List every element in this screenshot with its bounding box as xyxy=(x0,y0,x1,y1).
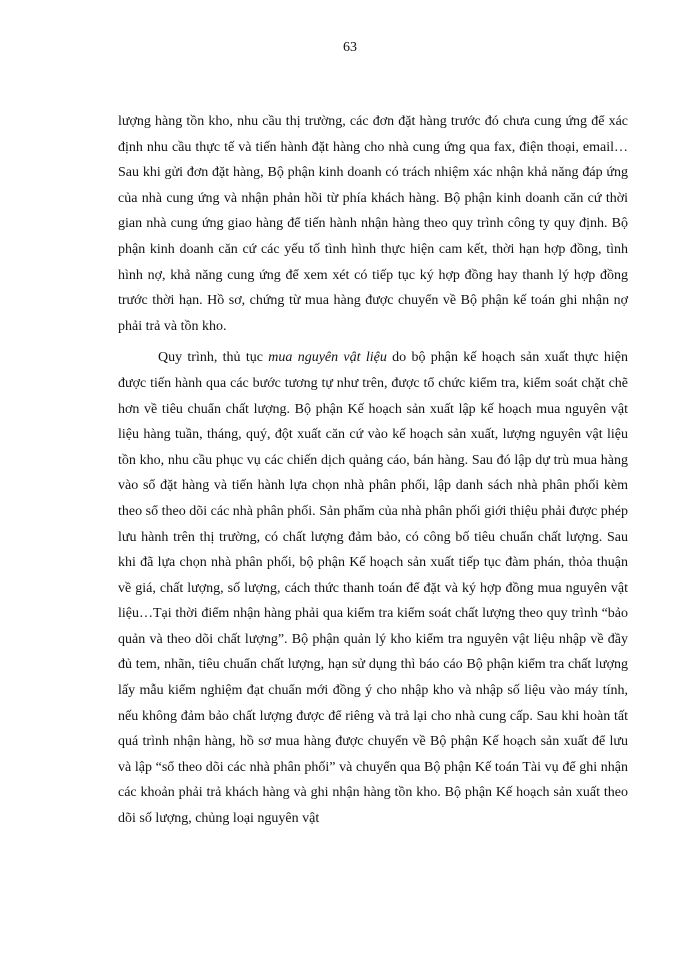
paragraph-lead: Quy trình, thủ tục xyxy=(158,350,269,366)
body-text xyxy=(118,109,628,832)
paragraph-body: do bộ phận kế hoạch sản xuất thực hiện được tiến hành qua các bước tương tự như trên, được tổ chức kiểm tra, kiểm soát chặt chẽ hơn về tiêu chuẩn chất lượng. Bộ phận Kế hoạch sản xuất lập kế hoạch mua nguyên vật liệu hàng tuần, tháng, quý, đột xuất căn cứ vào kế hoạch sản xuất, lượng nguyên vật liệu tồn kho, nhu cầu phục vụ các chiến dịch quảng cáo, bán hàng. Sau đó lập dự trù mua hàng vào sổ đặt hàng và tiến hành lựa chọn nhà phân phối, lập danh sách nhà phân phối kèm theo sổ theo dõi các nhà phân phối. Sản phẩm của nhà phân phối giới thiệu phải được phép lưu hành trên thị trường, có chất lượng đảm bảo, có công bố tiêu chuẩn chất lượng. Sau khi đã lựa chọn nhà phân phối, bộ phận Kế hoạch sản xuất tiếp tục đàm phán, thỏa thuận về giá, chất lượng, số lượng, cách thức thanh toán để đặt và ký hợp đồng mua nguyên vật liệu…Tại thời điểm nhận hàng phải qua kiểm tra kiểm soát chất lượng theo quy trình “bảo quản và theo dõi chất lượng”. Bộ phận quản lý kho kiểm tra nguyên vật liệu nhập về đầy đủ tem, nhãn, tiêu chuẩn chất lượng, hạn sử dụng thì báo cáo Bộ phận kiểm tra chất lượng lấy mẫu kiểm nghiệm đạt chuẩn mới đồng ý cho nhập kho và nhập số liệu vào máy tính, nếu không đảm bảo chất lượng được để riêng và trả lại cho nhà cung cấp. Sau khi hoàn tất quá trình nhận hàng, hồ sơ mua hàng được chuyển về Bộ phận Kế hoạch sản xuất để lưu và lập “sổ theo dõi các nhà phân phối” và chuyển qua Bộ phận Kế toán Tài vụ để ghi nhận các khoản phải trả khách hàng và ghi nhận hàng tồn kho. Bộ phận Kế hoạch sản xuất theo dõi số lượng, chủng loại nguyên vật xyxy=(118,350,629,827)
paragraph-continuation: lượng hàng tồn kho, nhu cầu thị trường, các đơn đặt hàng trước đó chưa cung ứng để xác định nhu cầu thực tế và tiến hành đặt hàng cho nhà cung ứng qua fax, điện thoại, email…Sau khi gửi đơn đặt hàng, Bộ phận kinh doanh có trách nhiệm xác nhận khả năng đáp ứng của nhà cung ứng và nhận phản hồi từ phía khách hàng. Bộ phận kinh doanh căn cứ thời gian nhà cung ứng giao hàng để tiến hành nhận hàng theo quy trình công ty quy định. Bộ phận kinh doanh căn cứ các yếu tố tình hình thực hiện cam kết, thời hạn hợp đồng, tình hình nợ, khả năng cung ứng để xem xét có tiếp tục ký hợp đồng hay thanh lý hợp đồng trước thời hạn. Hồ sơ, chứng từ mua hàng được chuyển về Bộ phận kế toán ghi nhận nợ phải trả và tồn kho. xyxy=(118,114,628,334)
page-number: 63 xyxy=(343,40,357,55)
paragraph-material-purchasing xyxy=(118,345,628,831)
emphasized-term: mua nguyên vật liệu xyxy=(268,350,387,366)
